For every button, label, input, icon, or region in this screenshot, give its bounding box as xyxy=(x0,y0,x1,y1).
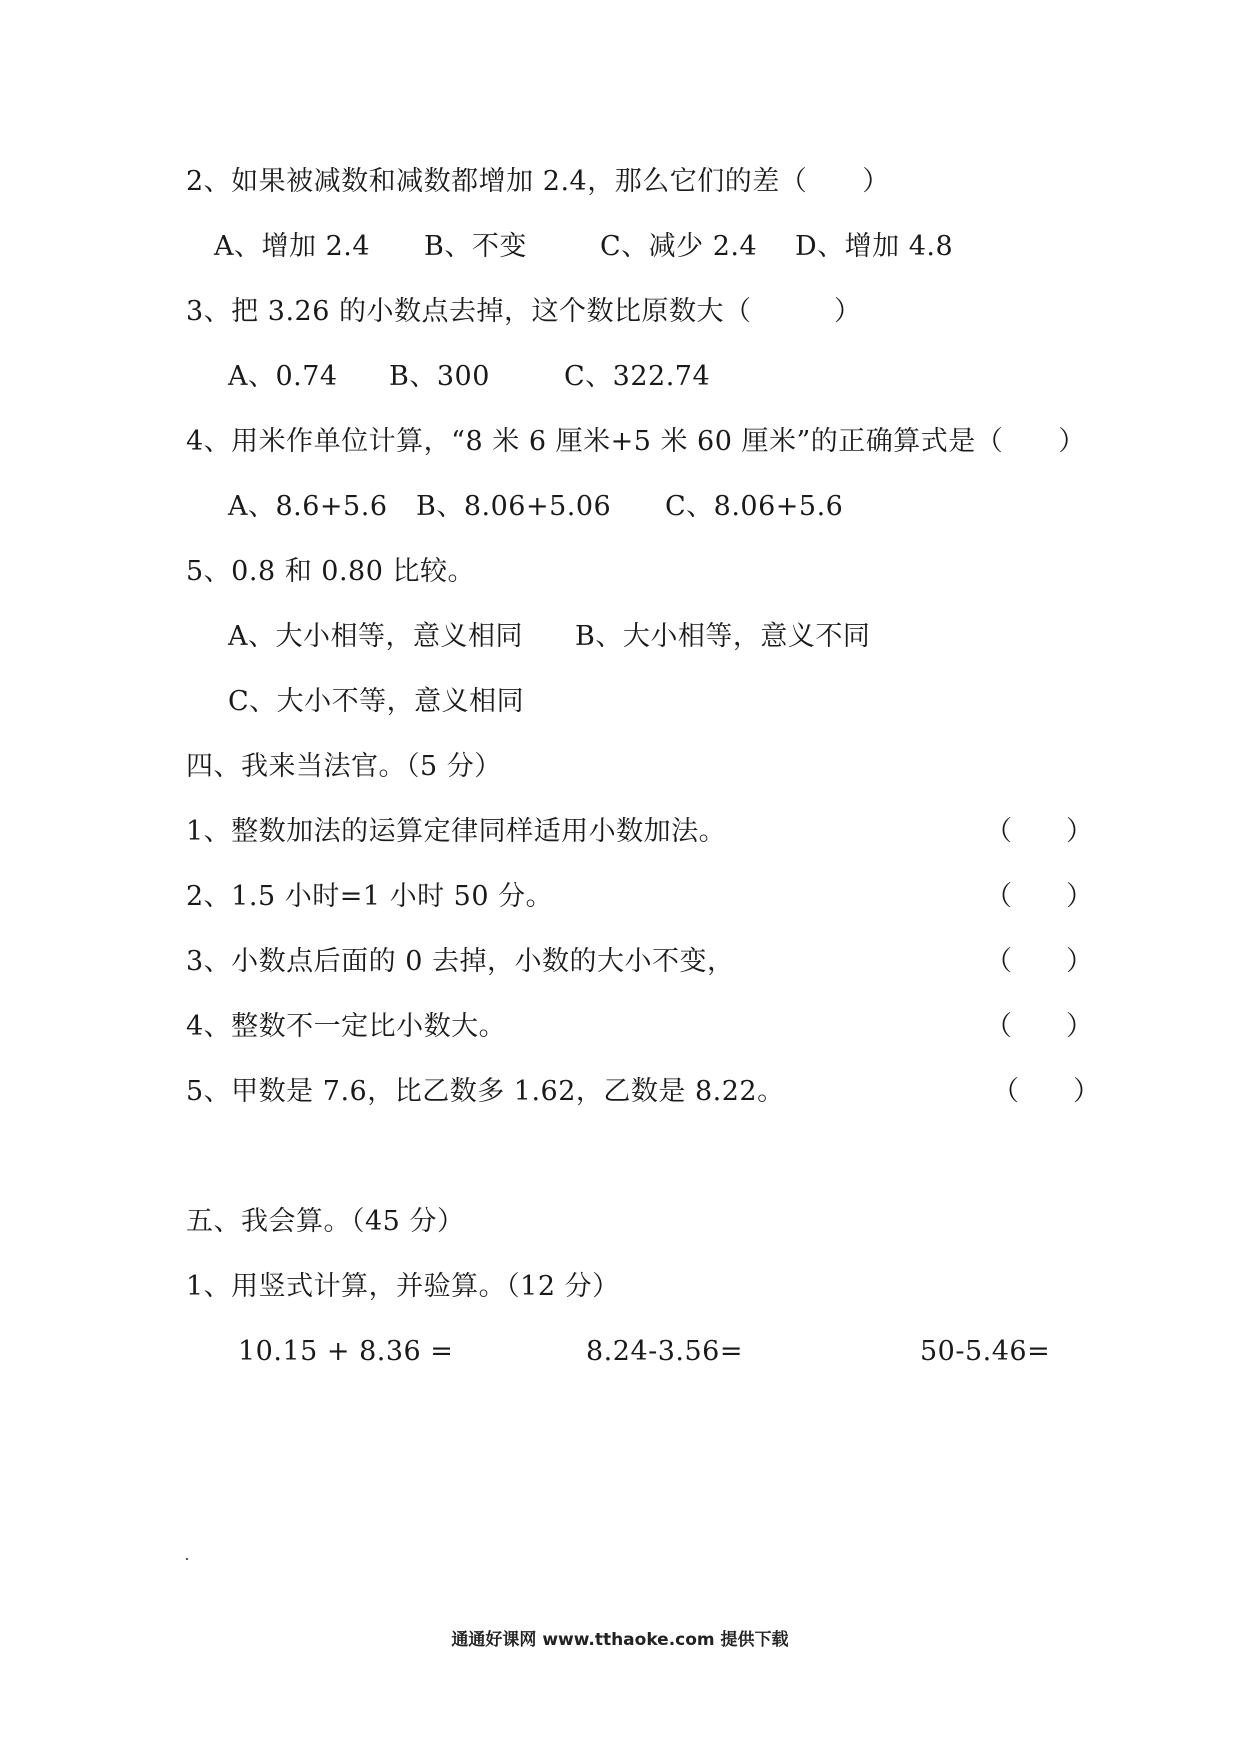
question-2-stem: 2、如果被减数和减数都增加 2.4，那么它们的差（ ） xyxy=(186,166,890,197)
judge-item-2: 2、1.5 小时=1 小时 50 分。 xyxy=(186,881,554,912)
section-5-heading: 五、我会算。（45 分） xyxy=(186,1206,465,1237)
question-3-stem: 3、把 3.26 的小数点去掉，这个数比原数大（ ） xyxy=(186,296,862,327)
judge-item-5: 5、甲数是 7.6，比乙数多 1.62，乙数是 8.22。 xyxy=(186,1076,785,1107)
footer-source: 通通好课网 www.tthaoke.com 提供下载 xyxy=(451,1630,789,1650)
calc-expr-3: 50-5.46= xyxy=(920,1336,1051,1367)
question-3-option-a: A、0.74 xyxy=(228,361,338,392)
judge-blank-1[interactable]: （ ） xyxy=(985,816,1093,847)
judge-blank-4[interactable]: （ ） xyxy=(985,1011,1093,1042)
question-5-option-b: B、大小相等，意义不同 xyxy=(575,621,871,652)
scan-speck xyxy=(186,1558,188,1560)
question-4-option-a: A、8.6+5.6 xyxy=(228,491,388,522)
judge-blank-3[interactable]: （ ） xyxy=(985,946,1093,977)
section-5-sub-1: 1、用竖式计算，并验算。（12 分） xyxy=(186,1271,620,1302)
question-3-option-c: C、322.74 xyxy=(564,361,711,392)
question-2-option-d: D、增加 4.8 xyxy=(795,231,954,262)
calc-expr-1: 10.15 + 8.36 = xyxy=(238,1336,454,1367)
question-4-option-c: C、8.06+5.6 xyxy=(665,491,844,522)
calc-expr-2: 8.24-3.56= xyxy=(586,1336,743,1367)
judge-blank-5[interactable]: （ ） xyxy=(992,1076,1100,1107)
question-2-option-b: B、不变 xyxy=(424,231,527,262)
question-2-option-a: A、增加 2.4 xyxy=(214,231,371,262)
question-2-option-c: C、减少 2.4 xyxy=(600,231,758,262)
judge-item-4: 4、整数不一定比小数大。 xyxy=(186,1011,507,1042)
question-4-stem: 4、用米作单位计算，“8 米 6 厘米+5 米 60 厘米”的正确算式是（ ） xyxy=(186,426,1086,457)
judge-blank-2[interactable]: （ ） xyxy=(985,881,1093,912)
question-4-option-b: B、8.06+5.06 xyxy=(416,491,612,522)
judge-item-3: 3、小数点后面的 0 去掉，小数的大小不变， xyxy=(186,946,735,977)
question-5-option-c: C、大小不等，意义相同 xyxy=(228,686,525,717)
question-5-option-a: A、大小相等，意义相同 xyxy=(228,621,523,652)
question-3-option-b: B、300 xyxy=(389,361,490,392)
question-5-stem: 5、0.8 和 0.80 比较。 xyxy=(186,556,475,587)
section-4-heading: 四、我来当法官。（5 分） xyxy=(186,751,502,782)
judge-item-1: 1、整数加法的运算定律同样适用小数加法。 xyxy=(186,816,727,847)
